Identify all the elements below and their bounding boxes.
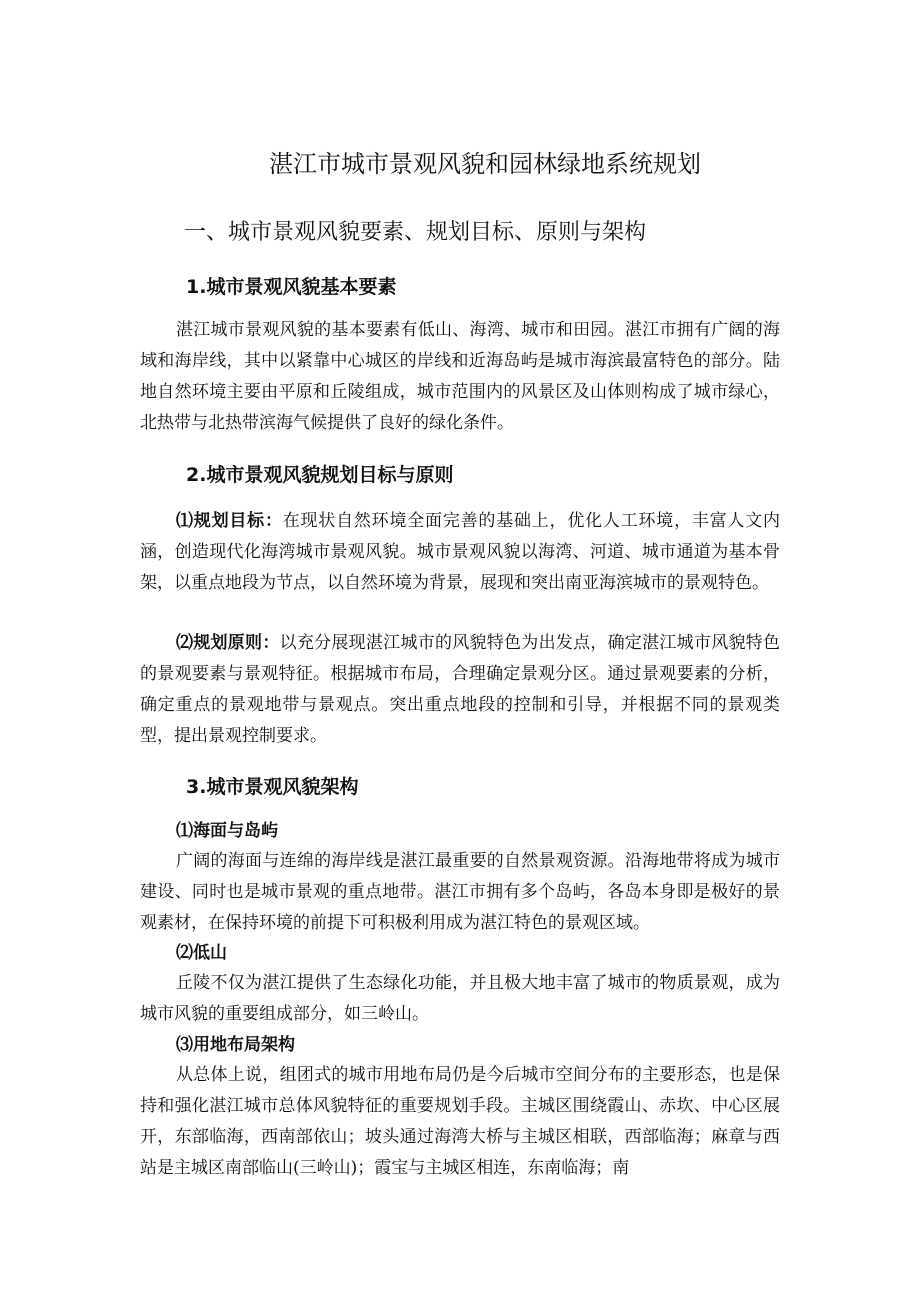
goal-text: 在现状自然环境全面完善的基础上，优化人工环境，丰富人文内涵，创造现代化海湾城市景观风貌。城市景观风貌以海湾、河道、城市通道为基本骨架，以重点地段为节点，以自然环境为背景，展现和突出南亚海滨城市的景观特色。 bbox=[140, 511, 781, 593]
subsection-heading-elements: 1.城市景观风貌基本要素 bbox=[186, 276, 397, 298]
paragraph-land-layout: 从总体上说，组团式的城市用地布局仍是今后城市空间分布的主要形态，也是保持和强化湛江城市总体风貌特征的重要规划手段。主城区围绕霞山、赤坎、中心区展开，东部临海，西南部依山；坡头通过海湾大桥与主城区相联，西部临海；麻章与西站是主城区南部临山(三岭山)；霞宝与主城区相连，东南临海；南 bbox=[140, 1065, 780, 1178]
subsection-heading-framework: 3.城市景观风貌架构 bbox=[186, 776, 359, 798]
goal-label: ⑴规划目标： bbox=[176, 511, 283, 531]
paragraph-low-mountains: 丘陵不仅为湛江提供了生态绿化功能，并且极大地丰富了城市的物质景观，成为城市风貌的重要组成部分，如三岭山。 bbox=[140, 973, 780, 1024]
item-heading-sea-islands: ⑴海面与岛屿 bbox=[176, 821, 278, 841]
principle-text: 以充分展现湛江城市的风貌特色为出发点，确定湛江城市风貌特色的景观要素与景观特征。根据城市布局，合理确定景观分区。通过景观要素的分析，确定重点的景观地带与景观点。突出重点地段的控制和引导，并根据不同的景观类型，提出景观控制要求。 bbox=[140, 633, 781, 746]
section-heading: 一、城市景观风貌要素、规划目标、原则与架构 bbox=[184, 220, 647, 245]
item-heading-land-layout: ⑶用地布局架构 bbox=[176, 1035, 295, 1055]
principle-label: ⑵规划原则： bbox=[176, 633, 280, 653]
paragraph-goal bbox=[140, 506, 780, 599]
document-title: 湛江市城市景观风貌和园林绿地系统规划 bbox=[269, 150, 701, 178]
paragraph-elements: 湛江城市景观风貌的基本要素有低山、海湾、城市和田园。湛江市拥有广阔的海域和海岸线，其中以紧靠中心城区的岸线和近海岛屿是城市海滨最富特色的部分。陆地自然环境主要由平原和丘陵组成，城市范围内的风景区及山体则构成了城市绿心，北热带与北热带滨海气候提供了良好的绿化条件。 bbox=[140, 320, 780, 433]
paragraph-principle bbox=[140, 628, 780, 752]
subsection-heading-goals: 2.城市景观风貌规划目标与原则 bbox=[186, 464, 454, 486]
paragraph-sea-islands: 广阔的海面与连绵的海岸线是湛江最重要的自然景观资源。沿海地带将成为城市建设、同时也是城市景观的重点地带。湛江市拥有多个岛屿，各岛本身即是极好的景观素材，在保持环境的前提下可积极利用成为湛江特色的景观区域。 bbox=[140, 851, 780, 933]
item-heading-low-mountains: ⑵低山 bbox=[176, 943, 227, 963]
